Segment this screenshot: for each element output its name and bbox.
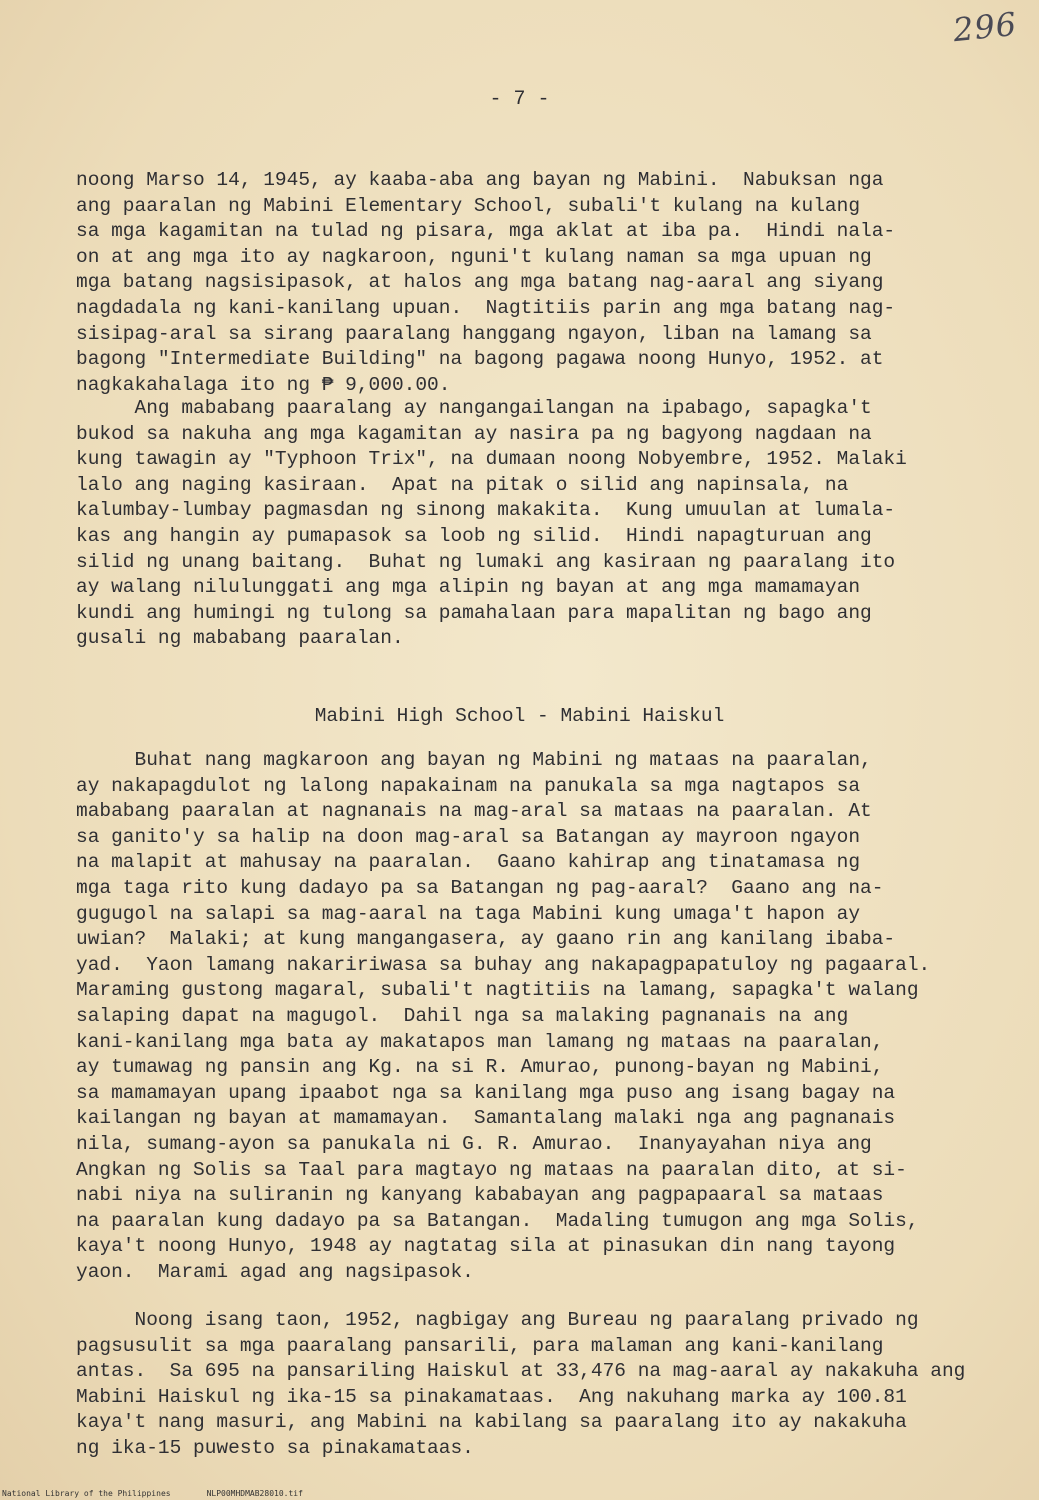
paragraph-1: noong Marso 14, 1945, ay kaaba-aba ang bayan ng Mabini. Nabuksan nga ang paaralan ng Mabini Elementary School, subali't kulang na kulang sa mga kagamitan na tulad ng pisara, mga aklat at iba pa. Hindi nala- on at ang mga ito ay nagkaroon, nguni't kulang naman sa mga upuan ng mga batang nagsisipasok, at halos ang mga batang nag-aaral ang siyang nagdadala ng kani-kanilang upuan. Nagtitiis parin ang mga batang nag- sisipag-aral sa sirang paaralang hanggang ngayon, liban na lamang sa bagong "Intermediate Building" na bagong pagawa noong Hunyo, 1952. at nagkakahalaga ito ng ₱ 9,000.00. (76, 169, 896, 396)
section-heading (0, 704, 1039, 730)
section-heading-text: Mabini High School - Mabini Haiskul (314, 705, 725, 727)
paragraph-4: Noong isang taon, 1952, nagbigay ang Bureau ng paaralang privado ng pagsusulit sa mga paaralang pansarili, para malaman ang kani-kanilang antas. Sa 695 na pansariling Haiskul at 33,476 na mag-aaral ay nakakuha ang Mabini Haiskul ng ika-15 sa pinakamataas. Ang nakuhang marka ay 100.81 kaya't nang masuri, ang Mabini na kabilang sa paaralang ito ay nakakuha ng ika-15 puwesto sa pinakamataas. (76, 1309, 966, 1459)
scan-footer (2, 1489, 339, 1498)
footer-institution: National Library of the Philippines (2, 1489, 171, 1498)
handwritten-page-mark: 296 (951, 4, 1019, 50)
paragraph-2: Ang mababang paaralang ay nangangailangan na ipabago, sapagka't bukod sa nakuha ang mga kagamitan ay nasira pa ng bagyong nagdaan na kung tawagin ay "Typhoon Trix", na dumaan noong Nobyembre, 1952. Malaki lalo ang naging kasiraan. Apat na pitak o silid ang napinsala, na kalumbay-lumbay pagmasdan ng sinong makakita. Kung umuulan at lumala- kas ang hangin ay pumapasok sa loob ng silid. Hindi napagturuan ang silid ng unang baitang. Buhat ng lumaki ang kasiraan ng paaralang ito ay walang nilulunggati ang mga alipin ng bayan at ang mga mamamayan kundi ang humingi ng tulong sa pamahalaan para mapalitan ng bago ang gusali ng mababang paaralan. (76, 397, 907, 650)
page-number: - 7 - (489, 88, 550, 111)
paragraph-3: Buhat nang magkaroon ang bayan ng Mabini ng mataas na paaralan, ay nakapagdulot ng lalong napakainam na panukala sa mga nagtapos sa mababang paaralan at nagnanais na mag-aral sa mataas na paaralan. At sa ganito'y sa halip na doon mag-aral sa Batangan ay mayroon ngayon na malapit at mahusay na paaralan. Gaano kahirap ang tinatamasa ng mga taga rito kung dadayo pa sa Batangan ng pag-aaral? Gaano ang na- gugugol na salapi sa mag-aaral na taga Mabini kung umaga't hapon ay uwian? Malaki; at kung mangangasera, ay gaano rin ang kanilang ibaba- yad. Yaon lamang nakaririwasa sa buhay ang nakapagpapatuloy ng pagaaral. Maraming gustong magaral, subali't nagtitiis na lamang, sapagka't walang salaping dapat na magugol. Dahil nga sa malaking pagnanais na ang kani-kanilang mga bata ay makatapos man lamang ng mataas na paaralan, ay tumawag ng pansin ang Kg. na si R. Amurao, punong-bayan ng Mabini, sa mamamayan upang ipaabot nga sa kanilang mga puso ang isang bagay na kailangan ng bayan at mamamayan. Samantalang malaki nga ang pagnanais nila, sumang-ayon sa panukala ni G. R. Amurao. Inanyayahan niya ang Angkan ng Solis sa Taal para magtayo ng mataas na paaralan dito, at si- nabi niya na suliranin ng kanyang kababayan ang pagpapaaral sa mataas na paaralan kung dadayo pa sa Batangan. Madaling tumugon ang mga Solis, kaya't noong Hunyo, 1948 ay nagtatag sila at pinasukan din nang tayong yaon. Marami agad ang nagsipasok. (76, 749, 931, 1283)
footer-file-id: NLP00MHDMAB28010.tif (206, 1489, 303, 1498)
